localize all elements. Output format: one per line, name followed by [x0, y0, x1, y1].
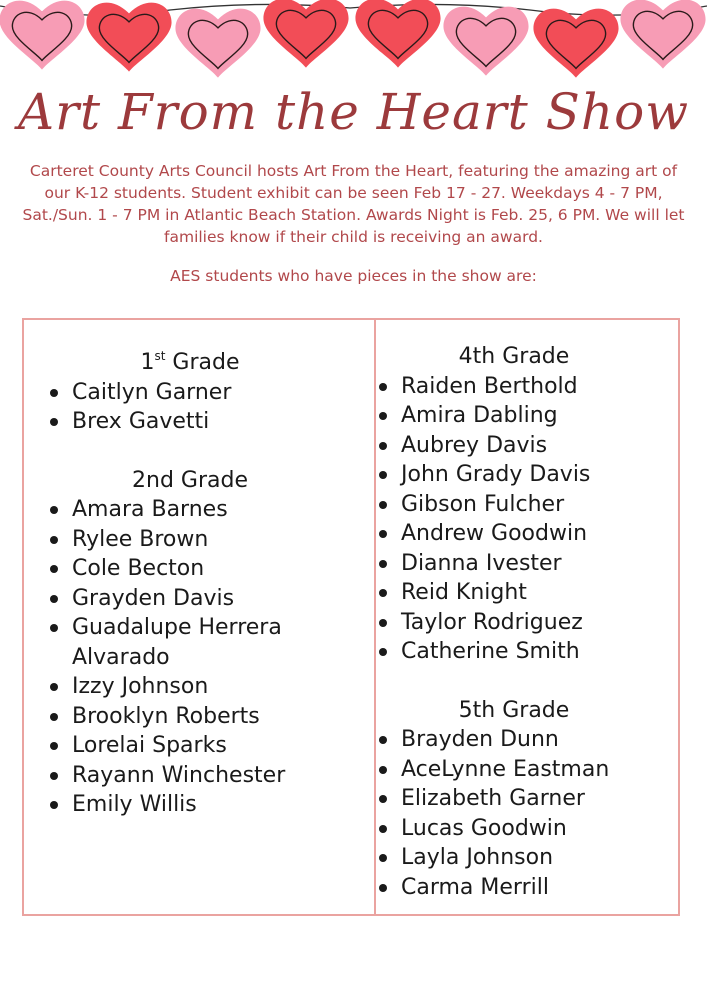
student-name: Amira Dabling [379, 401, 669, 431]
student-list-2nd [50, 495, 350, 820]
student-name: Elizabeth Garner [379, 784, 669, 814]
student-name: Aubrey Davis [379, 431, 669, 461]
student-name: Amara Barnes [50, 495, 350, 525]
student-name: Guadalupe Herrera Alvarado [50, 613, 350, 672]
student-name: Brayden Dunn [379, 725, 669, 755]
student-list-4th [379, 372, 669, 667]
student-name: Layla Johnson [379, 843, 669, 873]
heart-icon [175, 9, 260, 78]
heart-icon [620, 0, 705, 69]
student-name: Caitlyn Garner [50, 378, 350, 408]
right-column [379, 342, 669, 902]
heart-garland [0, 0, 707, 90]
grade-heading-2nd: 2nd Grade [132, 467, 248, 493]
student-name: Emily Willis [50, 790, 350, 820]
student-name: Catherine Smith [379, 637, 669, 667]
student-name: Grayden Davis [50, 584, 350, 614]
student-name: Taylor Rodriguez [379, 608, 669, 638]
student-name: Lorelai Sparks [50, 731, 350, 761]
student-name: Brooklyn Roberts [50, 702, 350, 732]
page-title: Art From the Heart Show [17, 83, 690, 141]
student-list-box [22, 318, 680, 916]
student-name: Rayann Winchester [50, 761, 350, 791]
student-name: Cole Becton [50, 554, 350, 584]
student-list-1st [50, 378, 350, 437]
student-name: Dianna Ivester [379, 549, 669, 579]
student-name: Rylee Brown [50, 525, 350, 555]
student-name: AceLynne Eastman [379, 755, 669, 785]
heart-icon [443, 7, 528, 76]
student-name: Raiden Berthold [379, 372, 669, 402]
column-divider [374, 320, 376, 914]
heart-icon [86, 3, 171, 72]
grade-heading-1st: 1st Grade [140, 349, 240, 375]
grade-heading-5th: 5th Grade [458, 697, 570, 723]
student-name: Izzy Johnson [50, 672, 350, 702]
student-name: Gibson Fulcher [379, 490, 669, 520]
heart-icon [533, 9, 618, 78]
left-column [50, 342, 350, 820]
student-name: Brex Gavetti [50, 407, 350, 437]
student-name: Lucas Goodwin [379, 814, 669, 844]
students-subheading: AES students who have pieces in the show are: [170, 267, 537, 285]
grade-heading-4th: 4th Grade [458, 344, 570, 369]
event-description: Carteret County Arts Council hosts Art From the Heart, featuring the amazing art of our K-12 students. Student exhibit can be seen Feb 17 - 27. Weekdays 4 - 7 PM, Sat./Sun. 1 - 7 PM in Atlantic Beach Station. Awards Night is Feb. 25, 6 PM. We will let families know if their child is receiving an award. [22, 162, 685, 246]
student-name: Carma Merrill [379, 873, 669, 903]
student-list-5th [379, 725, 669, 902]
student-name: Reid Knight [379, 578, 669, 608]
student-name: Andrew Goodwin [379, 519, 669, 549]
student-name: John Grady Davis [379, 460, 669, 490]
